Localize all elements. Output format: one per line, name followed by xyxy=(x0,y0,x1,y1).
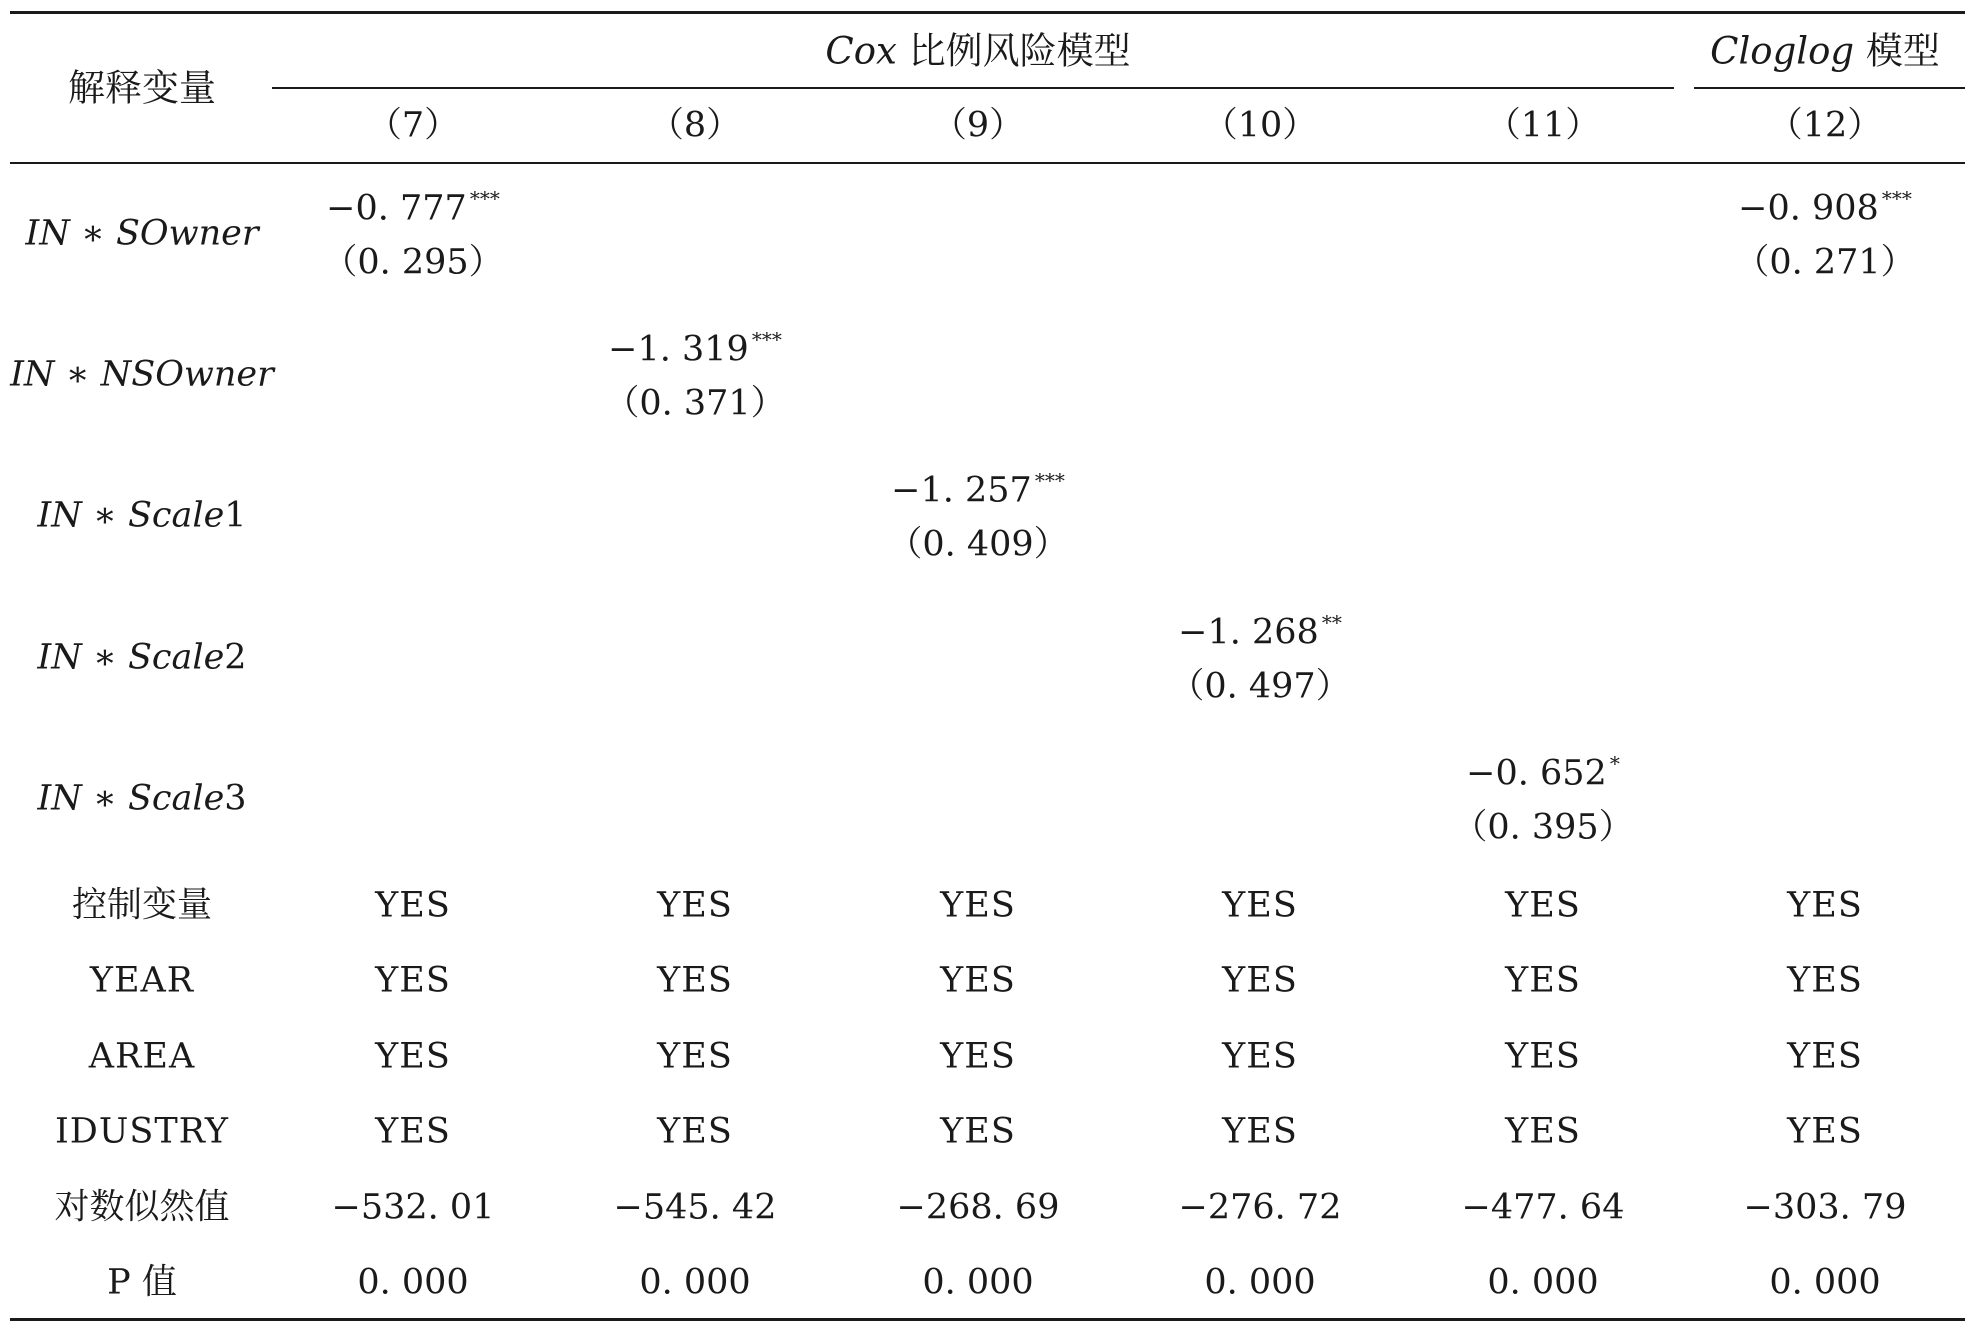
coefficient-cell: −1. 268 ** xyxy=(1178,610,1342,653)
table-cell: YES xyxy=(1222,1111,1298,1152)
row-label-in-scale2: IN ∗ Scale2 xyxy=(37,637,247,678)
column-header: （7） xyxy=(366,105,460,146)
column-header: （9） xyxy=(931,105,1025,146)
table-cell: YES xyxy=(657,1111,733,1152)
std-error-cell: （0. 371） xyxy=(604,383,786,424)
std-error-cell: （0. 497） xyxy=(1169,666,1351,707)
table-cell: −545. 42 xyxy=(613,1187,777,1228)
table-cell: 0. 000 xyxy=(1769,1262,1881,1303)
significance-stars: *** xyxy=(751,327,782,352)
table-cell: YES xyxy=(1505,885,1581,926)
table-cell: YES xyxy=(1505,1036,1581,1077)
table-cell: −276. 72 xyxy=(1178,1187,1342,1228)
table-cell: YES xyxy=(1222,1036,1298,1077)
coefficient-cell: −0. 908 *** xyxy=(1738,186,1912,229)
table-cell: −477. 64 xyxy=(1461,1187,1625,1228)
table-cell: YES xyxy=(375,1111,451,1152)
table-cell: YES xyxy=(375,1036,451,1077)
std-error-cell: （0. 295） xyxy=(322,242,504,283)
table-cell: YES xyxy=(657,960,733,1001)
cox-group-rule xyxy=(272,87,1674,89)
significance-stars: * xyxy=(1609,751,1620,776)
std-error-cell: （0. 271） xyxy=(1734,242,1916,283)
row-label-in-scale3: IN ∗ Scale3 xyxy=(37,778,247,819)
bottom-rule xyxy=(10,1318,1965,1321)
cloglog-title-rest: 模型 xyxy=(1854,29,1940,73)
table-cell: YES xyxy=(1505,960,1581,1001)
coefficient-cell: −0. 652 * xyxy=(1466,751,1620,794)
column-header: （8） xyxy=(648,105,742,146)
header-bottom-rule xyxy=(10,162,1965,164)
cox-title-model: Cox xyxy=(825,29,897,73)
table-cell: 0. 000 xyxy=(639,1262,751,1303)
table-cell: −532. 01 xyxy=(331,1187,495,1228)
cloglog-title-model: Cloglog xyxy=(1710,29,1855,73)
column-header: （11） xyxy=(1485,105,1601,146)
row-label-in-scale1: IN ∗ Scale1 xyxy=(37,495,247,536)
significance-stars: *** xyxy=(1881,186,1912,211)
column-header: （12） xyxy=(1767,105,1883,146)
coefficient-cell: −1. 257 *** xyxy=(891,468,1065,511)
table-cell: YES xyxy=(1222,885,1298,926)
cloglog-group-rule xyxy=(1694,87,1965,89)
coefficient-cell: −0. 777 *** xyxy=(326,186,500,229)
top-rule xyxy=(10,11,1965,14)
cloglog-group-title xyxy=(1710,29,1940,73)
table-cell: −268. 69 xyxy=(896,1187,1060,1228)
table-cell: YES xyxy=(940,1036,1016,1077)
table-cell: YES xyxy=(1505,1111,1581,1152)
cox-group-title xyxy=(825,29,1131,73)
row-label-controls: 控制变量 xyxy=(71,885,213,926)
row-label-log-likelihood: 对数似然值 xyxy=(54,1187,230,1228)
row-label-area: AREA xyxy=(88,1036,196,1077)
std-error-cell: （0. 409） xyxy=(887,524,1069,565)
table-cell: YES xyxy=(1222,960,1298,1001)
table-cell: YES xyxy=(940,1111,1016,1152)
row-label-year: YEAR xyxy=(89,960,195,1001)
row-label-p-value: P 值 xyxy=(107,1262,177,1303)
table-cell: YES xyxy=(657,885,733,926)
table-cell: YES xyxy=(375,960,451,1001)
table-cell: YES xyxy=(657,1036,733,1077)
significance-stars: *** xyxy=(469,186,500,211)
std-error-cell: （0. 395） xyxy=(1452,807,1634,848)
table-cell: YES xyxy=(940,960,1016,1001)
significance-stars: *** xyxy=(1034,468,1065,493)
table-cell: YES xyxy=(1787,885,1863,926)
table-cell: YES xyxy=(1787,1036,1863,1077)
table-cell: YES xyxy=(940,885,1016,926)
column-header: （10） xyxy=(1202,105,1318,146)
cox-title-rest: 比例风险模型 xyxy=(896,29,1131,73)
row-label-industry: IDUSTRY xyxy=(54,1111,230,1152)
row-label-in-sowner: IN ∗ SOwner xyxy=(25,213,259,254)
row-label-header: 解释变量 xyxy=(68,66,216,110)
table-cell: 0. 000 xyxy=(1204,1262,1316,1303)
coefficient-cell: −1. 319 *** xyxy=(608,327,782,370)
significance-stars: ** xyxy=(1321,610,1342,635)
table-cell: YES xyxy=(1787,1111,1863,1152)
table-cell: 0. 000 xyxy=(922,1262,1034,1303)
row-label-in-nsowner: IN ∗ NSOwner xyxy=(10,354,274,395)
table-cell: 0. 000 xyxy=(357,1262,469,1303)
table-cell: YES xyxy=(375,885,451,926)
table-cell: YES xyxy=(1787,960,1863,1001)
table-cell: −303. 79 xyxy=(1743,1187,1907,1228)
table-cell: 0. 000 xyxy=(1487,1262,1599,1303)
